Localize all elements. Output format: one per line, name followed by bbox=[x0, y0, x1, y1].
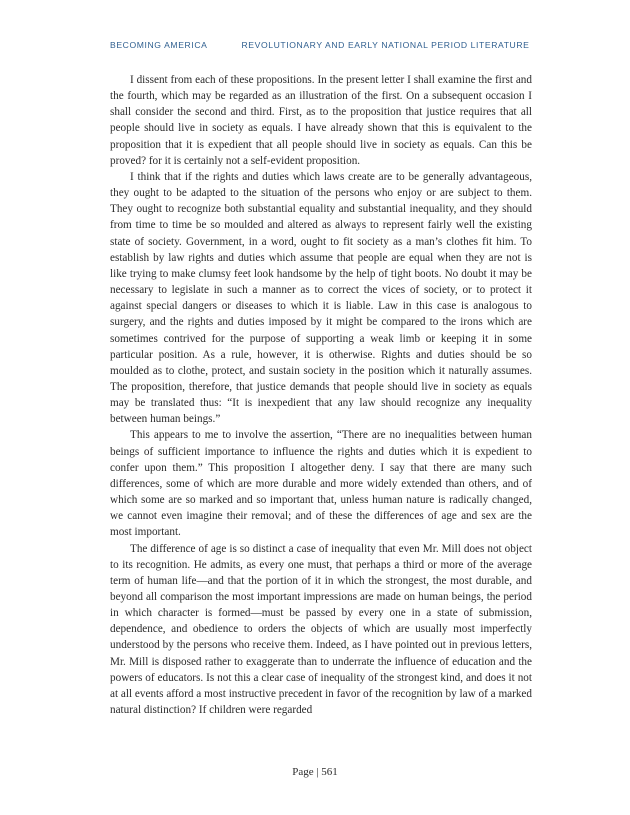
paragraph: The difference of age is so distinct a case of inequality that even Mr. Mill does not object to its recognition. He admits, as every one must, that perhaps a third or more of the average term of human life—and that the portion of it in which the strongest, the most durable, and beyond all comparison the most important impressions are made on human beings, the period in which character is formed—must be passed by every one in a state of submission, dependence, and obedience to orders the objects of which are usually most imperfectly understood by the persons who receive them. Indeed, as I have pointed out in previous letters, Mr. Mill is disposed rather to exaggerate than to underrate the influence of education and the powers of educators. Is not this a clear case of inequality of the strongest kind, and does it not at all events afford a most instructive precedent in favor of the recognition by law of a marked natural distinction? If children were regarded bbox=[110, 542, 532, 717]
running-header bbox=[110, 40, 540, 50]
paragraph: I dissent from each of these propositions. In the present letter I shall examine the first and the fourth, which may be regarded as an illustration of the first. On a subsequent occasion I shall consider the second and third. First, as to the proposition that justice requires that all people should live in society as equals. I have already shown that this is equivalent to the proposition that it is expedient that all people should live in society as equals. Can this be proved? for it is certainly not a self-evident proposition. bbox=[110, 74, 532, 167]
page-number: Page | 561 bbox=[292, 766, 338, 778]
paragraph: I think that if the rights and duties which laws create are to be generally advantageous, they ought to be adapted to the situation of the persons who enjoy or are subject to them. They ought to recognize both substantial equality and substantial inequality, and they should from time to time be so moulded and altered as always to represent fairly well the existing state of society. Government, in a word, ought to fit society as a man’s clothes fit him. To establish by law rights and duties which assume that people are equal when they are not is like trying to make clumsy feet look handsome by the help of tight boots. No doubt it may be necessary to legislate in such a manner as to correct the vices of society, or to protect it against special dangers or diseases to which it is liable. Law in this case is analogous to surgery, and the rights and duties imposed by it might be compared to the irons which are sometimes contrived for the purpose of supporting a weak limb or keeping it in some particular position. As a rule, however, it is otherwise. Rights and duties should be so moulded as to clothe, protect, and sustain society in the position which it naturally assumes. The proposition, therefore, that justice demands that people should live in society as equals may be translated thus: “It is inexpedient that any law should recognize any inequality between human beings.” bbox=[110, 170, 532, 426]
paragraph: This appears to me to involve the assertion, “There are no inequalities between human beings of sufficient importance to influence the rights and duties which it is expedient to confer upon them.” This proposition I altogether deny. I say that there are many such differences, some of which are more durable and more widely extended than others, and of which some are so marked and so important that, unless human nature is radically changed, we cannot even imagine their removal; and of these the differences of age and sex are the most important. bbox=[110, 429, 532, 539]
body-text bbox=[110, 72, 532, 718]
section-title: REVOLUTIONARY AND EARLY NATIONAL PERIOD LITERATURE bbox=[241, 40, 530, 50]
book-title: BECOMING AMERICA bbox=[110, 40, 208, 50]
